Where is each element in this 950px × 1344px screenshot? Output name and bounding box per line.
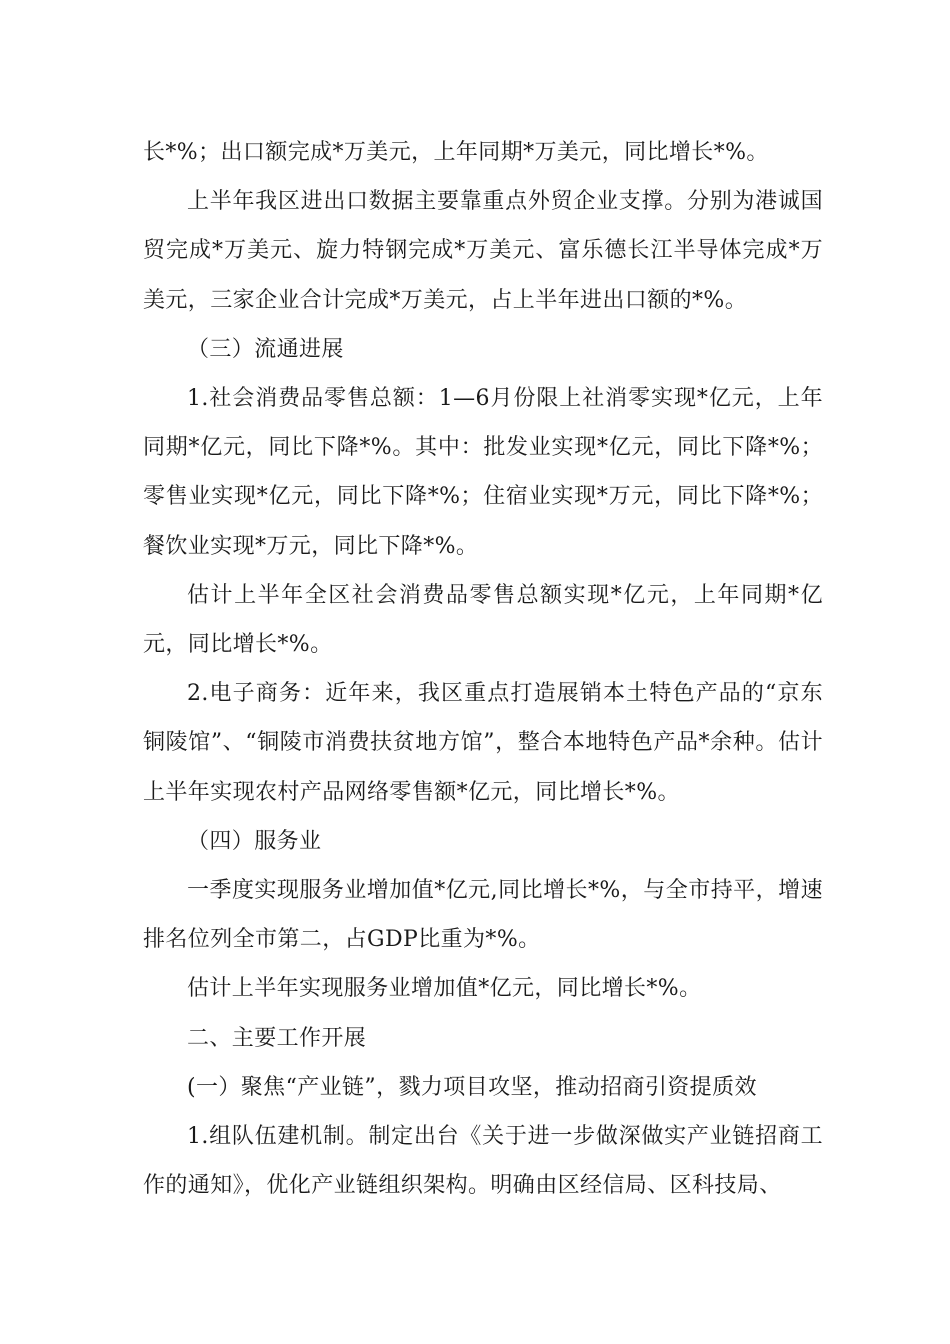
paragraph-services-estimate: 估计上半年实现服务业增加值*亿元，同比增长*%。 bbox=[187, 976, 702, 1002]
paragraph-ecommerce: 2.电子商务：近年来，我区重点打造展销本土特色产品的“京东铜陵馆”、“铜陵市消费扶贫地方馆”，整合本地特色产品*余种。估计上半年实现农村产品网络零售额*亿元，同比增长*%。 bbox=[143, 681, 823, 805]
document-body bbox=[143, 128, 823, 1210]
paragraph-retail-estimate: 估计上半年全区社会消费品零售总额实现*亿元，上年同期*亿元，同比增长*%。 bbox=[143, 582, 823, 658]
paragraph-team-mechanism: 1.组队伍建机制。制定出台《关于进一步做深做实产业链招商工作的通知》，优化产业链组织架构。明确由区经信局、区科技局、 bbox=[143, 1124, 823, 1199]
section-heading-circulation: （三）流通进展 bbox=[187, 336, 344, 362]
paragraph-retail-sales: 1.社会消费品零售总额：1—6月份限上社消零实现*亿元，上年同期*亿元，同比下降*%。其中：批发业实现*亿元，同比下降*%；零售业实现*亿元，同比下降*%；住宿业实现*万元，同比下降*%；餐饮业实现*万元，同比下降*%。 bbox=[143, 386, 823, 559]
paragraph-import-export-enterprises: 上半年我区进出口数据主要靠重点外贸企业支撑。分别为港诚国贸完成*万美元、旋力特钢完成*万美元、富乐德长江半导体完成*万美元，三家企业合计完成*万美元，占上半年进出口额的*%。 bbox=[143, 189, 823, 313]
paragraph-services-q1: 一季度实现服务业增加值*亿元,同比增长*%，与全市持平，增速排名位列全市第二，占GDP比重为*%。 bbox=[143, 878, 823, 953]
subsection-heading-industry-chain: (一）聚焦“产业链”，戮力项目攻坚，推动招商引资提质效 bbox=[187, 1074, 757, 1100]
section-heading-services: （四）服务业 bbox=[187, 828, 322, 854]
paragraph-continuation: 长*%；出口额完成*万美元，上年同期*万美元，同比增长*%。 bbox=[143, 140, 769, 165]
section-heading-main-work: 二、主要工作开展 bbox=[187, 1025, 367, 1051]
